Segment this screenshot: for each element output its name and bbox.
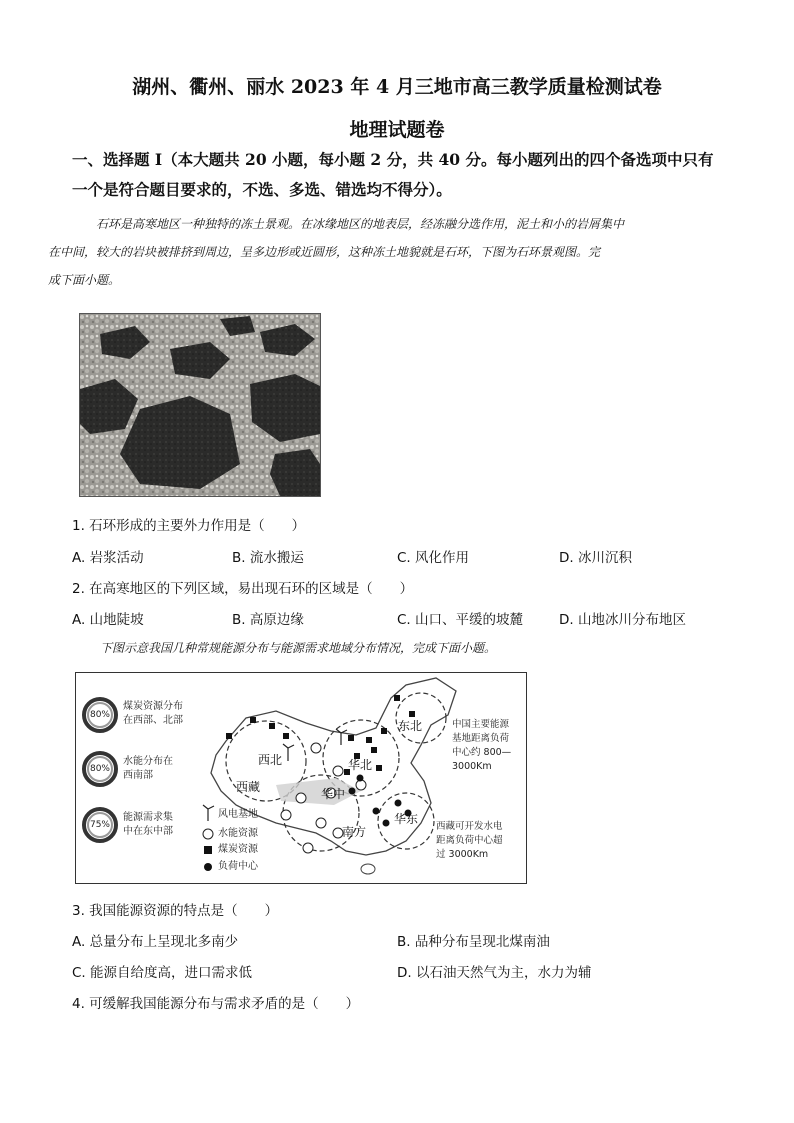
region-label-north: 华北: [348, 758, 373, 772]
region-label-central: 华中: [321, 787, 346, 801]
q2-option-a[interactable]: A. 山地陡坡: [72, 612, 144, 628]
stat-pct: 80%: [89, 710, 110, 720]
legend-load-icon: [204, 863, 212, 871]
q3-option-c[interactable]: C. 能源自给度高，进口需求低: [72, 965, 253, 981]
note-tibet-hydro: 西藏可开发水电 距离负荷中心超 过 3000Km: [436, 821, 503, 860]
section-heading-line2: 一个是符合题目要求的，不选、多选、错选均不得分）。: [72, 180, 452, 199]
exam-title: 湖州、衢州、丽水 2023 年 4 月三地市高三教学质量检测试卷: [132, 76, 662, 98]
q2-option-c[interactable]: C. 山口、平缓的坡麓: [397, 612, 524, 628]
q1-option-b[interactable]: B. 流水搬运: [232, 550, 304, 566]
stat-text: 能源需求集 中在东中部: [123, 812, 173, 837]
stat-text: 水能分布在 西南部: [123, 756, 173, 781]
stat-pct: 75%: [89, 820, 110, 830]
q1-option-d[interactable]: D. 冰川沉积: [559, 550, 632, 566]
passage-line: 在中间，较大的岩块被排挤到周边，呈多边形或近圆形，这种冻土地貌就是石环，下图为石环景观图。完: [48, 245, 601, 259]
region-label-tibet: 西藏: [236, 780, 261, 794]
exam-subtitle: 地理试题卷: [349, 119, 445, 141]
energy-distribution-map: [75, 672, 527, 884]
section-heading-line1: 一、选择题 I（本大题共 20 小题，每小题 2 分，共 40 分。每小题列出的四个备选项中只有: [72, 150, 714, 169]
stat-text: 煤炭资源分布 在西部、北部: [123, 701, 183, 726]
legend-coal-icon: [204, 846, 212, 854]
question-3-stem: 3. 我国能源资源的特点是（ ）: [72, 903, 279, 919]
question-4-stem: 4. 可缓解我国能源分布与需求矛盾的是（ ）: [72, 996, 360, 1012]
legend-label: 负荷中心: [218, 861, 258, 872]
region-label-northwest: 西北: [258, 753, 283, 767]
note-base-distance: 中国主要能源 基地距离负荷 中心约 800— 3000Km: [452, 719, 512, 772]
region-label-east: 华东: [394, 812, 419, 826]
region-label-northeast: 东北: [398, 719, 423, 733]
q2-option-d[interactable]: D. 山地冰川分布地区: [559, 612, 686, 628]
q2-option-b[interactable]: B. 高原边缘: [232, 612, 304, 628]
legend-label: 水能资源: [218, 828, 258, 839]
q1-option-a[interactable]: A. 岩浆活动: [72, 550, 144, 566]
stat-pct: 80%: [89, 764, 110, 774]
q1-option-c[interactable]: C. 风化作用: [397, 550, 470, 566]
question-1-stem: 1. 石环形成的主要外力作用是（ ）: [72, 518, 306, 534]
legend-label: 风电基地: [218, 809, 258, 820]
stone-ring-photo: [79, 313, 321, 497]
region-label-south: 南方: [342, 825, 367, 839]
passage-line: 石环是高寒地区一种独特的冻土景观。在冰缘地区的地表层，经冻融分选作用，泥土和小的岩屑集中: [96, 217, 625, 231]
legend-hydro-icon: [203, 829, 213, 839]
question-2-stem: 2. 在高寒地区的下列区域，易出现石环的区域是（ ）: [72, 581, 414, 597]
passage-energy: 下图示意我国几种常规能源分布与能源需求地域分布情况，完成下面小题。: [100, 641, 497, 655]
legend-label: 煤炭资源: [218, 844, 258, 855]
passage-line: 成下面小题。: [48, 273, 121, 287]
passage-stone-ring: [48, 210, 732, 294]
section-heading: [72, 145, 732, 205]
legend-wind-icon: [203, 805, 214, 821]
q3-option-a[interactable]: A. 总量分布上呈现北多南少: [72, 934, 239, 950]
q3-option-b[interactable]: B. 品种分布呈现北煤南油: [397, 934, 550, 950]
q3-option-d[interactable]: D. 以石油天然气为主，水力为辅: [397, 965, 592, 981]
